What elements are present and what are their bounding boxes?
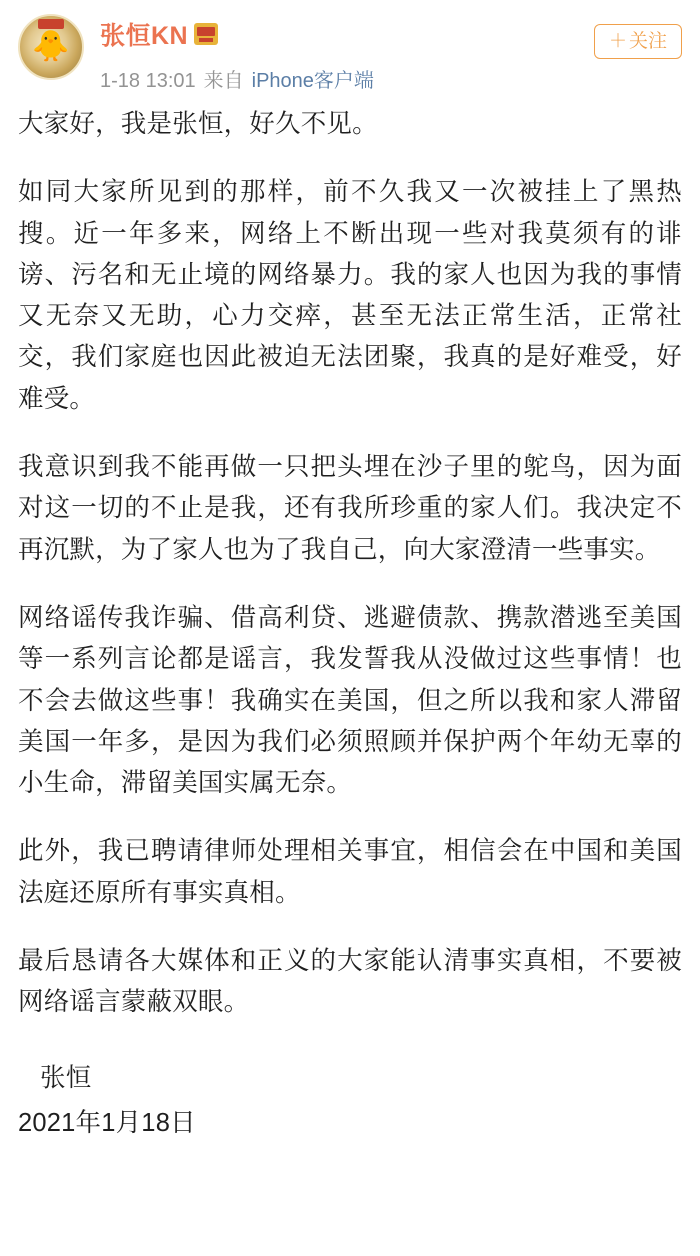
signature-date: 2021年1月18日 [18, 1108, 196, 1137]
follow-button-label: 关注 [628, 31, 667, 52]
post-paragraph: 大家好，我是张恒，好久不见。 [18, 110, 378, 138]
post-paragraph: 网络谣传我诈骗、借高利贷、逃避债款、携款潜逃至美国等一系列言论都是谣言，我发誓我从没做过这些事情！也不会去做这些事！我确实在美国，但之所以我和家人滞留美国一年多，是因为我们必须照顾并保护两个年幼无辜的小生命，滞留美国实属无奈。 [18, 603, 682, 798]
signature-block [18, 1058, 682, 1145]
post-timestamp: 1-18 13:01 [100, 70, 196, 92]
post-paragraph: 此外，我已聘请律师处理相关事宜，相信会在中国和美国法庭还原所有事实真相。 [18, 837, 682, 907]
avatar[interactable] [18, 14, 84, 80]
plus-icon: ＋ [608, 31, 627, 51]
follow-button[interactable] [594, 24, 682, 59]
vip-crown-icon [194, 23, 218, 45]
signature-name: 张恒 [40, 1063, 92, 1092]
avatar-badge [38, 19, 64, 29]
post-paragraph: 最后恳请各大媒体和正义的大家能认清事实真相，不要被网络谣言蒙蔽双眼。 [18, 947, 682, 1017]
post-source-prefix: 来自 [203, 70, 244, 92]
avatar-figure-icon: 🐥 [32, 30, 70, 63]
post-source[interactable]: iPhone客户端 [251, 70, 374, 92]
post-header [18, 10, 682, 92]
post-paragraph: 如同大家所见到的那样，前不久我又一次被挂上了黑热搜。近一年多来，网络上不断出现一些对我莫须有的诽谤、污名和无止境的网络暴力。我的家人也因为我的事情又无奈又无助，心力交瘁，甚至无法正常生活，正常社交，我们家庭也因此被迫无法团聚，我真的是好难受，好难受。 [18, 178, 682, 413]
post-content [18, 104, 682, 1144]
author-name[interactable]: 张恒KN [100, 22, 189, 50]
post-paragraph: 我意识到我不能再做一只把头埋在沙子里的鸵鸟，因为面对这一切的不止是我，还有我所珍重的家人们。我决定不再沉默，为了家人也为了我自己，向大家澄清一些事实。 [18, 453, 682, 564]
post-meta [100, 64, 682, 93]
